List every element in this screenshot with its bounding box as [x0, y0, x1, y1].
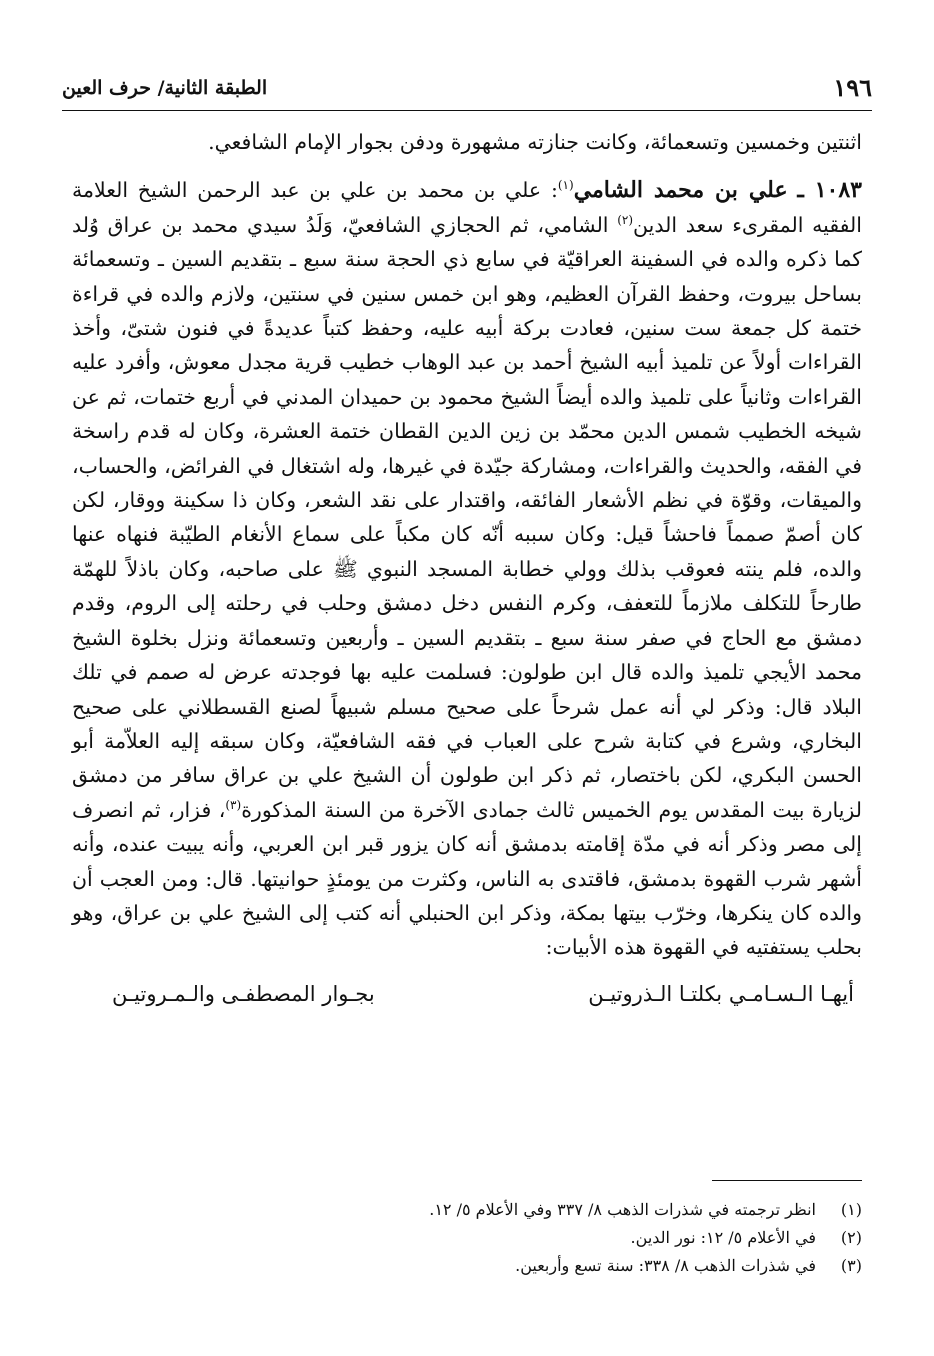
footnote-text: انظر ترجمته في شذرات الذهب ٨/ ٣٣٧ وفي الأعلام ٥/ ١٢.: [429, 1200, 816, 1219]
page-header: [62, 70, 872, 106]
footnote-marker: (١): [840, 1200, 862, 1219]
footnote-text: في شذرات الذهب ٨/ ٣٣٨: سنة تسع وأربعين.: [515, 1256, 816, 1275]
intro-paragraph: اثنتين وخمسين وتسعمائة، وكانت جنازته مشهورة ودفن بجوار الإمام الشافعي.: [208, 130, 862, 154]
entry-name: علي بن محمد الشامي: [573, 177, 788, 204]
footnote-marker: (٢): [840, 1228, 862, 1247]
footnote-ref-1: (١): [557, 178, 574, 193]
entry-number: ١٠٨٣ ـ: [797, 177, 862, 204]
main-text: [72, 125, 862, 1011]
footnote-divider: [712, 1180, 862, 1181]
footnote-text: في الأعلام ٥/ ١٢: نور الدين.: [630, 1228, 816, 1247]
footnote-3: [72, 1252, 862, 1280]
footnote-ref-2: (٢): [617, 212, 634, 227]
poem-verse: [72, 977, 862, 1011]
entry-text-c: ، فزار، ثم انصرف إلى مصر وذكر أنه في مدّة إقامته بدمشق أنه كان يزور قبر ابن العربي، وأنه يبيت عنده، وأنه أشهر شرب القهوة بدمشق، فاقتدى به الناس، وكثرت من يومئذٍ حوانيتها. قال: ومن العجب أن والده كان ينكرها، وخرّب بيتها بمكة، وذكر ابن الحنبلي أنه كتب إلى الشيخ علي بن عراق، وهو بحلب يستفتيه في القهوة هذه الأبيات:: [72, 797, 862, 960]
footnote-marker: (٣): [840, 1256, 862, 1275]
footnote-2: [72, 1224, 862, 1252]
footnote-1: [72, 1196, 862, 1224]
biography-entry: [72, 173, 862, 964]
page-number: ١٩٦: [833, 73, 872, 102]
entry-text-b: الشامي، ثم الحجازي الشافعيّ، وَلَدُ سيدي محمد بن عراق وُلد كما ذكره والده في السفينة العراقيّة في سابع ذي الحجة سنة سبع ـ بتقديم السين ـ وتسعمائة بساحل بيروت، وحفظ القرآن العظيم، وهو ابن خمس سنين في سنتين، ولازم والده في قراءة ختمة كل جمعة ست سنين، فعادت بركة أبيه عليه، وحفظ كتباً عديدةً في فنون شتىّ، وأخذ القراءات أولاً عن تلميذ أبيه الشيخ أحمد بن عبد الوهاب خطيب قرية مجدل معوش، وأفرد عليه القراءات وثانياً على تلميذ والده أيضاً الشيخ محمود بن حميدان المدني في أربع ختمات، ثم عن شيخه الخطيب شمس الدين محمّد بن زين الدين القطان ختمة العشرة، وكان له قدم راسخة في الفقه، والحديث والقراءات، ومشاركة جيّدة في غيرها، وله اشتغال في الفرائض، والحساب، والميقات، وقوّة في نظم الأشعار الفائقه، واقتدار على نقد الشعر، وكان ذا سكينة ووقار، لكن كان أصمّ صمماً فاحشاً قيل: وكان سببه أنّه كان مكباً على سماع الأنغام الطيّبة فنهاه عنها والده، فلم ينته فعوقب بذلك وولي خطابة المسجد النبوي ﷺ على صاحبه، وكان باذلاً للهمّة طارحاً للتكلف ملازماً للتعفف، وكرم النفس دخل دمشق وحلب في رحلته إلى الروم، وقدم دمشق مع الحاج في صفر سنة سبع ـ بتقديم السين ـ وأربعين وتسعمائة ونزل بخلوة الشيخ محمد الأيجي تلميذ والده قال ابن طولون: فسلمت عليه بها فوجدته عرض له صمم في تلك البلاد قال: وذكر لي أنه عمل شرحاً على صحيح مسلم شبيهاً لصنع القسطلاني على صحيح البخاري، وشرع في كتابة شرح على العباب في فقه الشافعيّة، وكان سبقه إليه العلاّمة أبو الحسن البكري، لكن باختصار، ثم ذكر ابن طولون أن الشيخ علي بن عراق سافر من دمشق لزيارة بيت المقدس يوم الخميس ثالث جمادى الآخرة من السنة المذكورة: [72, 212, 862, 822]
verse-second-hemistich: بجـوار المصطفـى والـمـروتيـن: [112, 981, 375, 1006]
entry-text-a: : علي بن محمد بن علي بن عبد الرحمن الشيخ العلامة الفقيه المقرىء سعد الدين: [72, 178, 862, 237]
footnotes: [72, 1196, 862, 1280]
running-title: الطبقة الثانية/ حرف العين: [62, 77, 268, 99]
footnote-ref-3: (٣): [225, 797, 242, 812]
header-divider: [62, 110, 872, 111]
verse-first-hemistich: أيهـا الـسـامـي بكلتـا الـذروتيـن: [588, 981, 854, 1006]
